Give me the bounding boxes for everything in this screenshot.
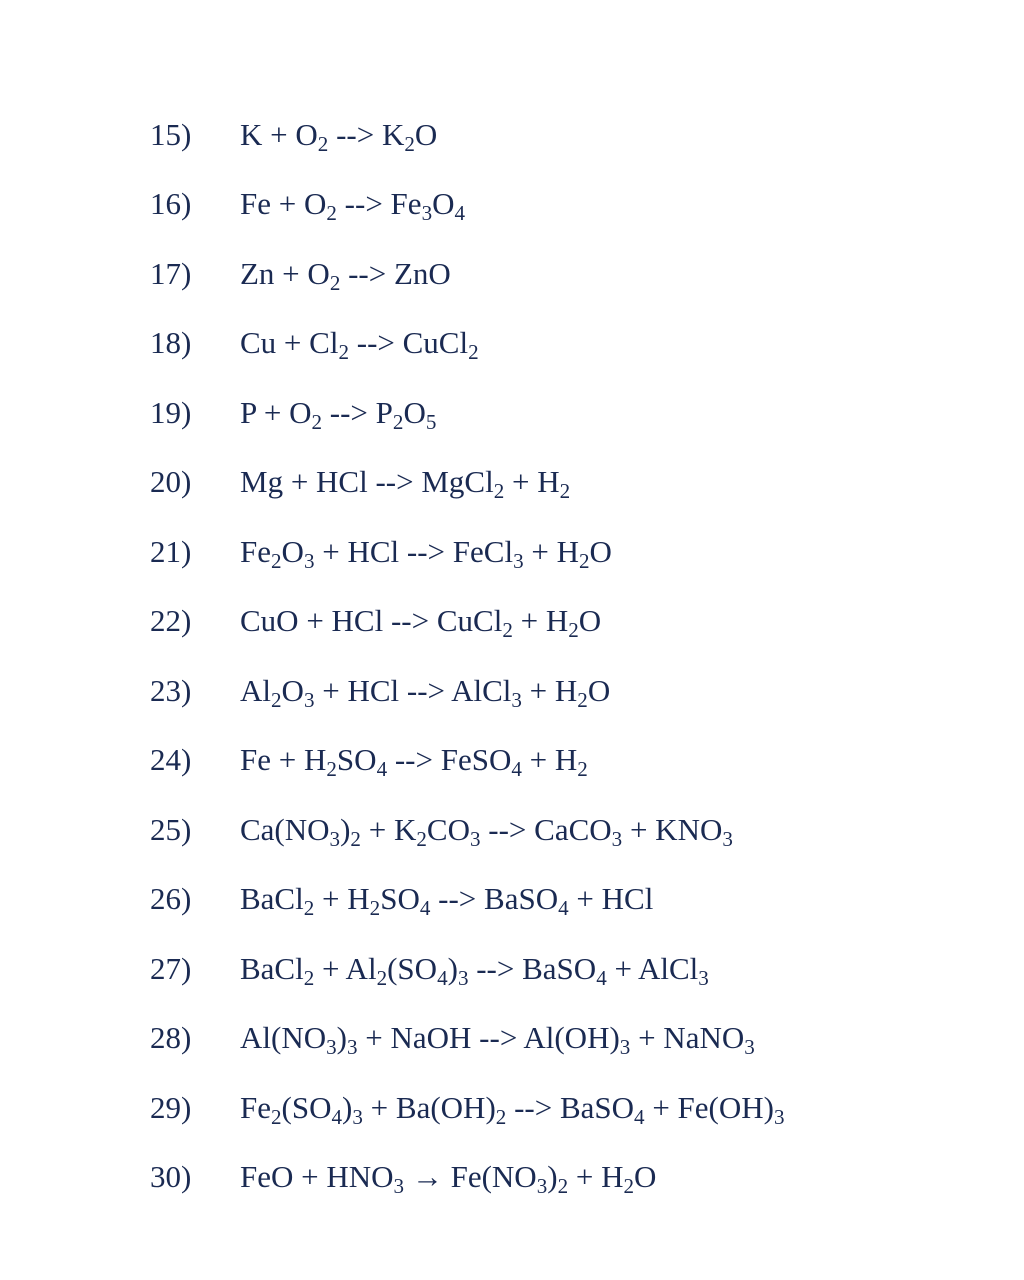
equation-text: FeO + $HNO_3 \to Fe(NO_3)_2 + H_2O$ xyxy=(240,1159,657,1199)
equation-row xyxy=(150,448,785,518)
equation-row xyxy=(150,865,785,935)
equation-text: $Zn + O_2$ --> ZnO xyxy=(240,255,451,295)
equation-text: $Fe_2(SO_4)_3 + Ba(OH)_2$ --> BaSO$_4$ + $Fe(OH)_3$ xyxy=(240,1089,785,1129)
equation-number: 23) xyxy=(150,672,192,708)
equation-number: 30) xyxy=(150,1159,192,1195)
equation-number: 19) xyxy=(150,394,192,430)
equation-number: 18) xyxy=(150,325,192,361)
equation-text: $Al_2O_3$ + HCl --> AlCl$_3$ + $H_2O$ xyxy=(240,672,611,712)
equation-number: 22) xyxy=(150,603,192,639)
equation-number: 15) xyxy=(150,116,192,152)
equation-number: 16) xyxy=(150,186,192,222)
equation-row xyxy=(150,934,785,1004)
equation-text: $Fe + O_2$ --> $Fe_3O_4$ xyxy=(240,186,466,226)
equation-number: 25) xyxy=(150,811,192,847)
equation-row xyxy=(150,170,785,240)
equation-number: 21) xyxy=(150,533,192,569)
equation-row xyxy=(150,656,785,726)
equation-row xyxy=(150,726,785,796)
equation-text: $P + O_2$ --> $P_2O_5$ xyxy=(240,394,437,434)
equation-text: Mg + HCl --> MgCl$_2$ + $H_2$ xyxy=(240,464,571,504)
equation-number: 29) xyxy=(150,1089,192,1125)
equation-number: 27) xyxy=(150,950,192,986)
equation-text: CuO + HCl --> CuCl$_2$ + $H_2O$ xyxy=(240,603,602,643)
equation-text: $K + O_2$ --> $K_2O$ xyxy=(240,116,438,156)
equation-row xyxy=(150,239,785,309)
equation-number: 20) xyxy=(150,464,192,500)
equation-row xyxy=(150,517,785,587)
equation-text: BaCl$_2$ + $H_2SO_4$ --> BaSO$_4$ + HCl xyxy=(240,881,654,921)
equation-row xyxy=(150,309,785,379)
equation-text: $Al(NO_3)_3$ + NaOH --> $Al(OH)_3$ + NaNO$_3$ xyxy=(240,1020,755,1060)
equation-row xyxy=(150,1004,785,1074)
equation-row xyxy=(150,378,785,448)
equation-number: 26) xyxy=(150,881,192,917)
equation-number: 17) xyxy=(150,255,192,291)
equation-text: $Cu + Cl_2$ --> CuCl$_2$ xyxy=(240,325,479,365)
equation-row xyxy=(150,1073,785,1143)
equation-row xyxy=(150,587,785,657)
equation-text: $Ca(NO_3)_2 + K_2CO_3$ --> CaCO$_3$ + $KNO_3$ xyxy=(240,811,733,851)
equation-row xyxy=(150,795,785,865)
equation-row xyxy=(150,100,785,170)
equation-text: $Fe + H_2SO_4$ --> FeSO$_4$ + $H_2$ xyxy=(240,742,588,782)
equation-list xyxy=(150,100,785,1212)
equation-number: 24) xyxy=(150,742,192,778)
equation-text: $Fe_2O_3$ + HCl --> FeCl$_3$ + $H_2O$ xyxy=(240,533,612,573)
equation-row xyxy=(150,1143,785,1213)
equation-number: 28) xyxy=(150,1020,192,1056)
equation-text: BaCl$_2$ + $Al_2(SO_4)_3$ --> BaSO$_4$ + AlCl$_3$ xyxy=(240,950,709,990)
